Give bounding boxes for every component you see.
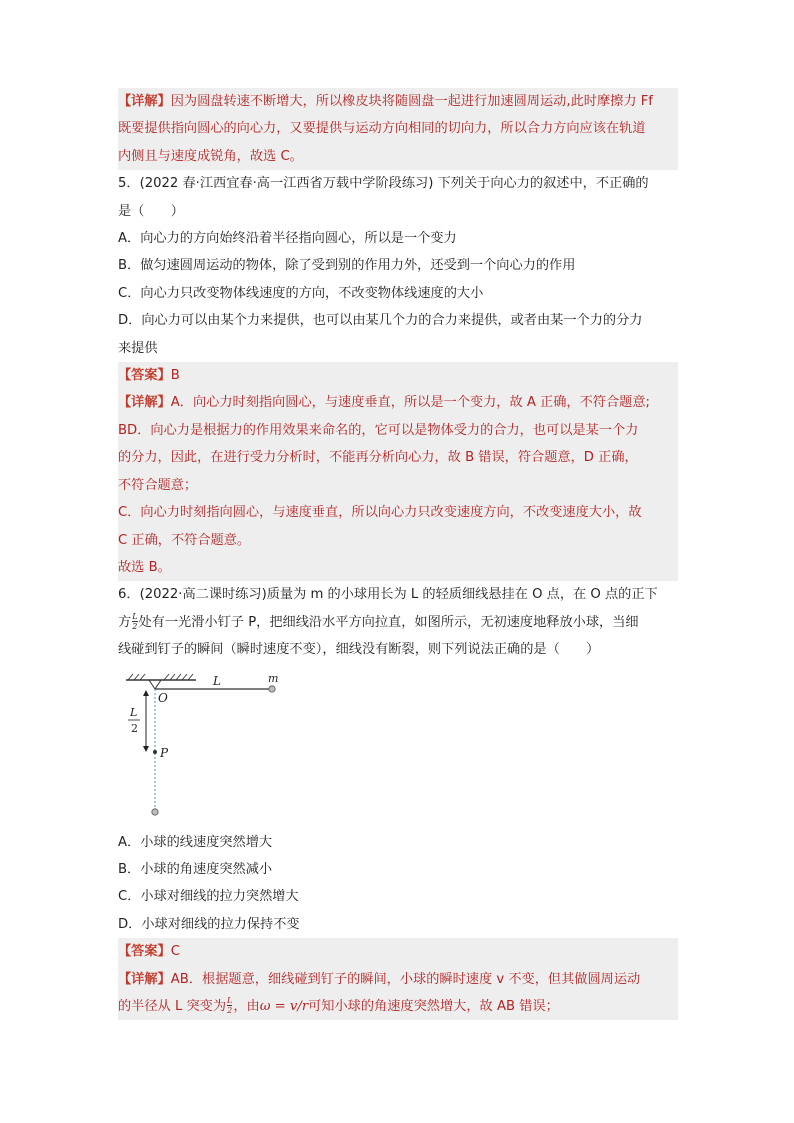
detail-line: 内侧且与速度成锐角，故选 C。: [118, 148, 303, 164]
detail-line: AB．根据题意，细线碰到钉子的瞬间，小球的瞬时速度 v 不变，但其做圆周运动: [170, 971, 641, 987]
fraction-l-over-2: $\frac{L}{2}$: [132, 612, 138, 632]
detail-line: 既要提供指向圆心的向心力，又要提供与运动方向相同的切向力，所以合力方向应该在轨道: [118, 121, 646, 137]
question-6: [118, 581, 678, 938]
option-b: B．小球的角速度突然减小: [118, 861, 273, 877]
answer-value: B: [170, 368, 180, 384]
option-c: C．向心力只改变物体线速度的方向，不改变物体线速度的大小: [118, 285, 484, 301]
detail-tag: 【详解】: [118, 971, 171, 987]
detail-line: 故选 B。: [118, 559, 171, 575]
detail-line: 的半径从 L 突变为: [118, 998, 227, 1014]
option-c: C．小球对细线的拉力突然增大: [118, 889, 299, 905]
option-a: A．向心力的方向始终沿着半径指向圆心，所以是一个变力: [118, 231, 457, 247]
label-half-num: L: [130, 705, 138, 719]
question-stem: 处有一光滑小钉子 P，把细线沿水平方向拉直，如图所示，无初速度地释放小球，当细: [138, 614, 639, 630]
detail-line: C 正确，不符合题意。: [118, 532, 251, 548]
document-page: [118, 88, 678, 1020]
label-l: L: [213, 673, 221, 688]
detail-line: 因为圆盘转速不断增大，所以橡皮块将随圆盘一起进行加速圆周运动,此时摩擦力 Ff: [170, 94, 653, 109]
option-d: D．小球对细线的拉力保持不变: [118, 916, 300, 932]
detail-line: 的分力，因此，在进行受力分析时，不能再分析向心力，故 B 错误，符合题意，D 正确，: [118, 450, 638, 466]
omega-formula: ω = v/r: [259, 998, 309, 1014]
question-5: [118, 170, 678, 362]
pendulum-diagram: [118, 672, 318, 827]
detail-line: C．向心力时刻指向圆心，与速度垂直，所以向心力只改变速度方向，不改变速度大小，故: [118, 505, 642, 521]
question-stem: 方: [118, 614, 132, 630]
fraction-l-over-2: $\frac{L}{2}$: [227, 996, 233, 1016]
detail-block-1: [118, 88, 678, 170]
label-p: P: [160, 745, 169, 760]
ball-bottom: [152, 808, 158, 814]
detail-tag: 【详解】: [118, 395, 171, 411]
ceiling-hatching: [128, 674, 193, 680]
answer-value: C: [170, 944, 180, 960]
question-stem: 线碰到钉子的瞬间（瞬时速度不变），细线没有断裂，则下列说法正确的是（ ）: [118, 642, 600, 658]
detail-line: 不符合题意；: [118, 477, 198, 493]
answer-tag: 【答案】: [118, 368, 171, 384]
answer-block-6: [118, 938, 678, 1020]
detail-line: ，由: [233, 998, 260, 1014]
option-b: B．做匀速圆周运动的物体，除了受到别的作用力外，还受到一个向心力的作用: [118, 258, 576, 274]
question-stem: 5．(2022 春·江西宜春·高一江西省万载中学阶段练习) 下列关于向心力的叙述中，不正确的: [118, 176, 649, 192]
question-stem: 是（ ）: [118, 203, 184, 219]
arrowhead-down: [143, 746, 149, 752]
arrowhead-up: [143, 690, 149, 696]
option-a: A．小球的线速度突然增大: [118, 834, 273, 850]
ball-top: [269, 685, 275, 691]
option-d-cont: 来提供: [118, 340, 158, 356]
label-m: m: [268, 671, 279, 685]
answer-block-5: [118, 362, 678, 581]
question-stem: 6．(2022·高二课时练习)质量为 m 的小球用长为 L 的轻质细线悬挂在 O 点，在 O 点的正下: [118, 587, 658, 603]
detail-line: 可知小球的角速度突然增大，故 AB 错误；: [308, 998, 559, 1014]
answer-tag: 【答案】: [118, 944, 171, 960]
detail-line: A．向心力时刻指向圆心，与速度垂直，所以是一个变力，故 A 正确，不符合题意;: [170, 395, 650, 411]
pivot-triangle: [149, 680, 161, 689]
pendulum-figure: [118, 672, 318, 827]
detail-tag: 【详解】: [118, 94, 171, 109]
label-half-den: 2: [131, 721, 138, 735]
label-o: O: [158, 690, 168, 705]
nail-p: [153, 750, 157, 754]
detail-line: BD．向心力是根据力的作用效果来命名的，它可以是物体受力的合力，也可以是某一个力: [118, 422, 639, 438]
option-d: D．向心力可以由某个力来提供，也可以由某几个力的合力来提供，或者由某一个力的分力: [118, 313, 643, 329]
